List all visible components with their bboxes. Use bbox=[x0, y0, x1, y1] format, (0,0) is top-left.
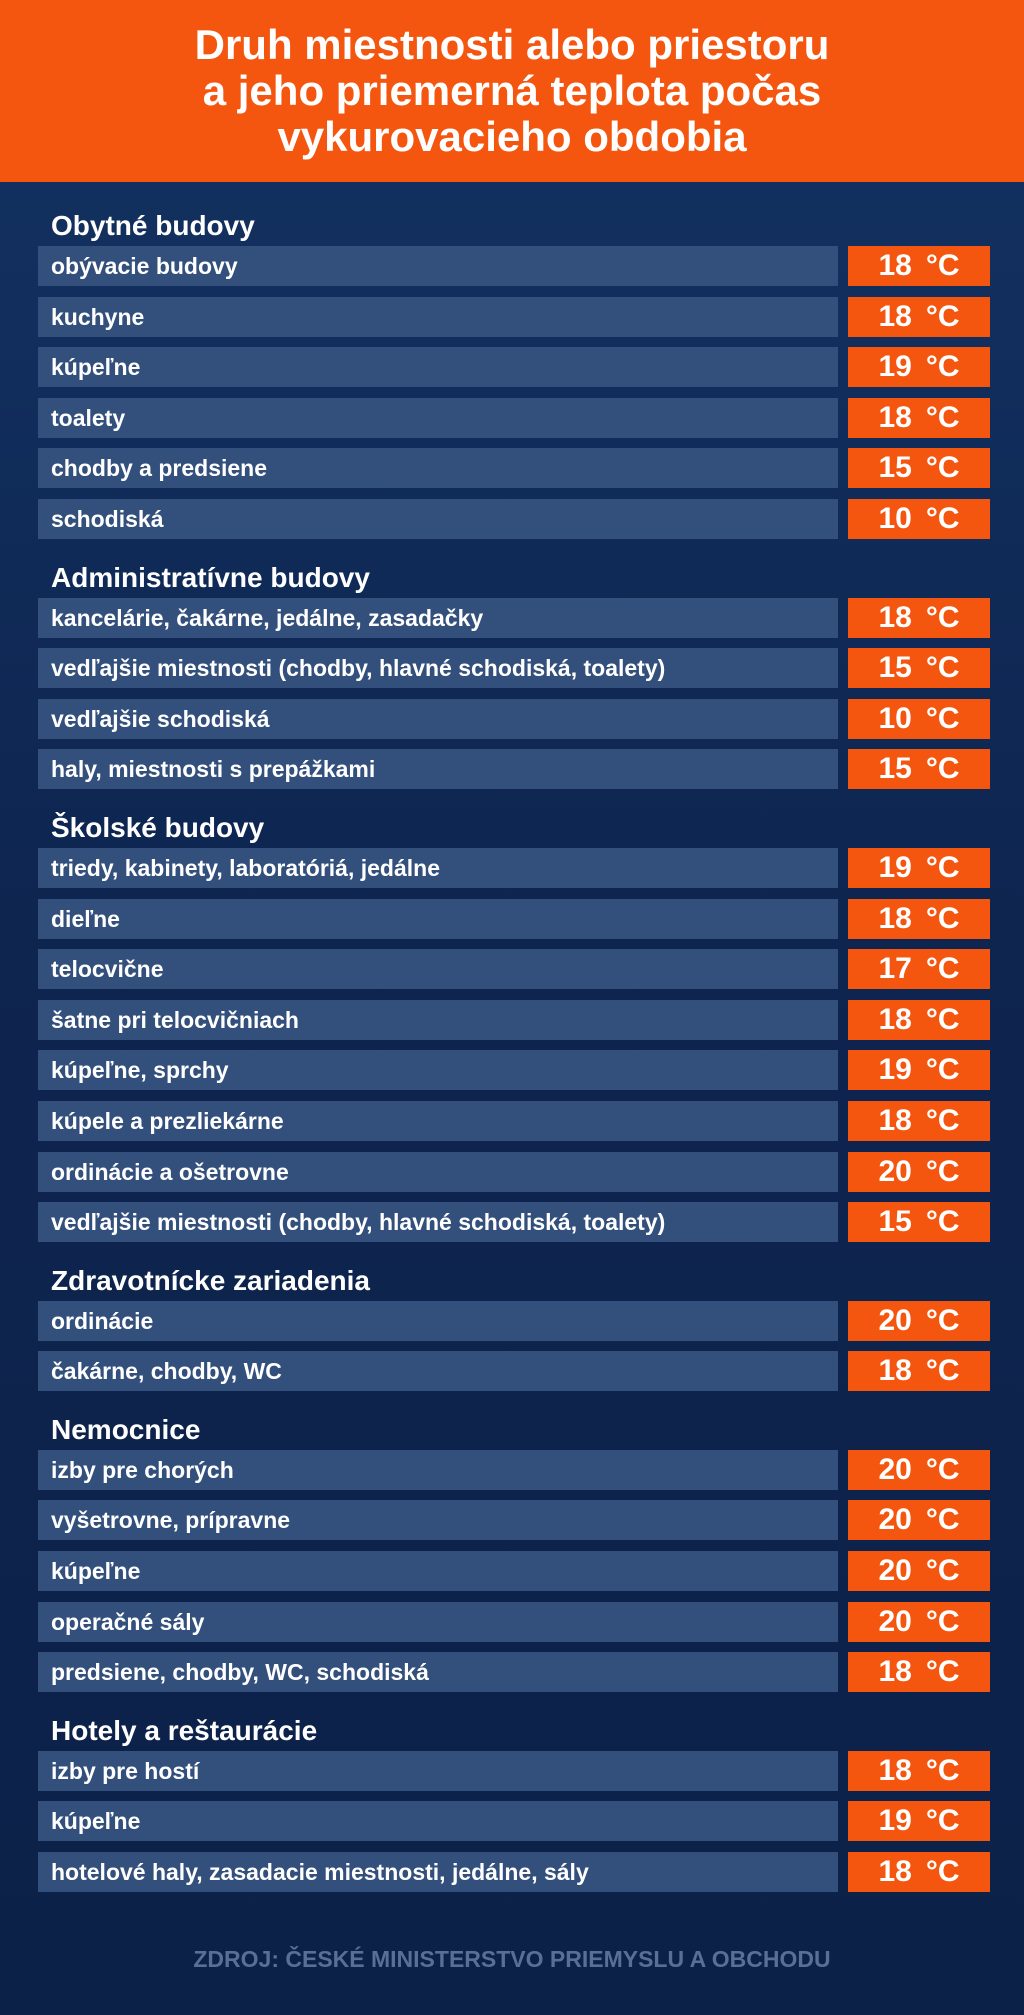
table-row bbox=[38, 1202, 990, 1242]
temperature-number: 15 bbox=[878, 1205, 912, 1239]
row-label: čakárne, chodby, WC bbox=[38, 1351, 838, 1391]
row-label: vedľajšie schodiská bbox=[38, 699, 838, 739]
section-title: Nemocnice bbox=[51, 1413, 201, 1445]
temperature-table bbox=[38, 198, 990, 1903]
table-row bbox=[38, 848, 990, 888]
temperature-number: 18 bbox=[878, 600, 912, 634]
row-label: ordinácie bbox=[38, 1301, 838, 1341]
temperature-number: 18 bbox=[878, 400, 912, 434]
table-row bbox=[38, 1301, 990, 1341]
temperature-number: 15 bbox=[878, 451, 912, 485]
temperature-number: 15 bbox=[878, 651, 912, 685]
temperature-number: 18 bbox=[878, 1855, 912, 1889]
row-label: kancelárie, čakárne, jedálne, zasadačky bbox=[38, 598, 838, 638]
temperature-unit: °C bbox=[925, 1154, 960, 1188]
temperature-unit: °C bbox=[925, 600, 960, 634]
temperature-value bbox=[848, 398, 990, 438]
row-label: vedľajšie miestnosti (chodby, hlavné schodiská, toalety) bbox=[38, 1202, 838, 1242]
table-row bbox=[38, 1801, 990, 1841]
title-line-2: a jeho priemerná teplota počas bbox=[202, 67, 822, 114]
table-row bbox=[38, 1450, 990, 1490]
temperature-unit: °C bbox=[925, 350, 960, 384]
table-row bbox=[38, 499, 990, 539]
section bbox=[38, 550, 990, 790]
row-label: vyšetrovne, prípravne bbox=[38, 1500, 838, 1540]
temperature-value bbox=[848, 246, 990, 286]
row-label: kúpeľne, sprchy bbox=[38, 1050, 838, 1090]
table-row bbox=[38, 1602, 990, 1642]
temperature-value bbox=[848, 848, 990, 888]
temperature-unit: °C bbox=[925, 451, 960, 485]
row-label: predsiene, chodby, WC, schodiská bbox=[38, 1652, 838, 1692]
temperature-value bbox=[848, 297, 990, 337]
section-title: Hotely a reštaurácie bbox=[51, 1714, 318, 1746]
temperature-number: 20 bbox=[878, 1554, 912, 1588]
table-row bbox=[38, 1852, 990, 1892]
temperature-value bbox=[848, 598, 990, 638]
temperature-unit: °C bbox=[925, 1554, 960, 1588]
temperature-number: 19 bbox=[878, 1053, 912, 1087]
section-title: Zdravotnícke zariadenia bbox=[51, 1264, 371, 1296]
table-row bbox=[38, 648, 990, 688]
temperature-number: 20 bbox=[878, 1503, 912, 1537]
temperature-number: 18 bbox=[878, 1103, 912, 1137]
row-label: kúpeľne bbox=[38, 1801, 838, 1841]
temperature-number: 18 bbox=[878, 1655, 912, 1689]
table-row bbox=[38, 1500, 990, 1540]
temperature-number: 18 bbox=[878, 299, 912, 333]
section bbox=[38, 800, 990, 1242]
section-title: Školské budovy bbox=[51, 811, 265, 843]
table-row bbox=[38, 1152, 990, 1192]
table-row bbox=[38, 598, 990, 638]
title-line-3: vykurovacieho obdobia bbox=[277, 113, 747, 160]
row-label: kúpeľne bbox=[38, 347, 838, 387]
table-row bbox=[38, 1000, 990, 1040]
row-label: izby pre chorých bbox=[38, 1450, 838, 1490]
table-row bbox=[38, 1652, 990, 1692]
temperature-value bbox=[848, 1152, 990, 1192]
row-label: hotelové haly, zasadacie miestnosti, jedálne, sály bbox=[38, 1852, 838, 1892]
temperature-unit: °C bbox=[925, 1002, 960, 1036]
row-label: izby pre hostí bbox=[38, 1751, 838, 1791]
table-row bbox=[38, 347, 990, 387]
temperature-unit: °C bbox=[925, 752, 960, 786]
section-title: Administratívne budovy bbox=[51, 561, 370, 593]
temperature-number: 20 bbox=[878, 1303, 912, 1337]
temperature-value bbox=[848, 1652, 990, 1692]
temperature-unit: °C bbox=[925, 1205, 960, 1239]
temperature-unit: °C bbox=[925, 1452, 960, 1486]
table-row bbox=[38, 699, 990, 739]
section bbox=[38, 1253, 990, 1392]
temperature-value bbox=[848, 648, 990, 688]
temperature-unit: °C bbox=[925, 1053, 960, 1087]
temperature-value bbox=[848, 1050, 990, 1090]
temperature-unit: °C bbox=[925, 1354, 960, 1388]
temperature-number: 18 bbox=[878, 901, 912, 935]
temperature-number: 17 bbox=[878, 952, 912, 986]
temperature-value bbox=[848, 899, 990, 939]
temperature-value bbox=[848, 347, 990, 387]
temperature-value bbox=[848, 699, 990, 739]
table-row bbox=[38, 949, 990, 989]
temperature-value bbox=[848, 1000, 990, 1040]
temperature-number: 20 bbox=[878, 1452, 912, 1486]
temperature-number: 20 bbox=[878, 1604, 912, 1638]
temperature-value bbox=[848, 1351, 990, 1391]
temperature-number: 15 bbox=[878, 752, 912, 786]
temperature-value bbox=[848, 1450, 990, 1490]
row-label: schodiská bbox=[38, 499, 838, 539]
temperature-value bbox=[848, 1500, 990, 1540]
row-label: šatne pri telocvičniach bbox=[38, 1000, 838, 1040]
temperature-value bbox=[848, 1801, 990, 1841]
temperature-unit: °C bbox=[925, 1303, 960, 1337]
table-row bbox=[38, 448, 990, 488]
section bbox=[38, 1402, 990, 1692]
temperature-value bbox=[848, 1301, 990, 1341]
header bbox=[0, 0, 1024, 182]
temperature-unit: °C bbox=[925, 1804, 960, 1838]
temperature-unit: °C bbox=[925, 400, 960, 434]
table-row bbox=[38, 297, 990, 337]
temperature-value bbox=[848, 448, 990, 488]
table-row bbox=[38, 1050, 990, 1090]
row-label: kuchyne bbox=[38, 297, 838, 337]
temperature-number: 10 bbox=[878, 701, 912, 735]
source-note: ZDROJ: ČESKÉ MINISTERSTVO PRIEMYSLU A OBCHODU bbox=[193, 1946, 831, 1972]
section-title: Obytné budovy bbox=[51, 210, 255, 241]
temperature-unit: °C bbox=[925, 501, 960, 535]
row-label: telocvične bbox=[38, 949, 838, 989]
row-label: dieľne bbox=[38, 899, 838, 939]
temperature-value bbox=[848, 1551, 990, 1591]
title-line-1: Druh miestnosti alebo priestoru bbox=[194, 21, 830, 68]
temperature-unit: °C bbox=[925, 850, 960, 884]
temperature-number: 19 bbox=[878, 850, 912, 884]
temperature-value bbox=[848, 1101, 990, 1141]
temperature-value bbox=[848, 1852, 990, 1892]
table-row bbox=[38, 1101, 990, 1141]
temperature-value bbox=[848, 1202, 990, 1242]
temperature-unit: °C bbox=[925, 1103, 960, 1137]
temperature-number: 19 bbox=[878, 350, 912, 384]
temperature-unit: °C bbox=[925, 901, 960, 935]
temperature-number: 20 bbox=[878, 1154, 912, 1188]
table-row bbox=[38, 398, 990, 438]
temperature-unit: °C bbox=[925, 1655, 960, 1689]
temperature-number: 19 bbox=[878, 1804, 912, 1838]
temperature-value bbox=[848, 1602, 990, 1642]
temperature-value bbox=[848, 949, 990, 989]
temperature-number: 18 bbox=[878, 1354, 912, 1388]
temperature-number: 18 bbox=[878, 1753, 912, 1787]
section bbox=[38, 198, 990, 539]
row-label: ordinácie a ošetrovne bbox=[38, 1152, 838, 1192]
temperature-value bbox=[848, 749, 990, 789]
temperature-unit: °C bbox=[925, 299, 960, 333]
row-label: triedy, kabinety, laboratóriá, jedálne bbox=[38, 848, 838, 888]
temperature-unit: °C bbox=[925, 651, 960, 685]
row-label: kúpeľne bbox=[38, 1551, 838, 1591]
temperature-unit: °C bbox=[925, 1753, 960, 1787]
row-label: chodby a predsiene bbox=[38, 448, 838, 488]
temperature-unit: °C bbox=[925, 701, 960, 735]
row-label: operačné sály bbox=[38, 1602, 838, 1642]
row-label: vedľajšie miestnosti (chodby, hlavné schodiská, toalety) bbox=[38, 648, 838, 688]
row-label: haly, miestnosti s prepážkami bbox=[38, 749, 838, 789]
row-label: toalety bbox=[38, 398, 838, 438]
table-row bbox=[38, 899, 990, 939]
temperature-value bbox=[848, 1751, 990, 1791]
table-row bbox=[38, 246, 990, 286]
temperature-unit: °C bbox=[925, 249, 960, 282]
temperature-unit: °C bbox=[925, 1604, 960, 1638]
table-row bbox=[38, 749, 990, 789]
table-row bbox=[38, 1551, 990, 1591]
section bbox=[38, 1703, 990, 1892]
temperature-unit: °C bbox=[925, 952, 960, 986]
temperature-unit: °C bbox=[925, 1503, 960, 1537]
table-row bbox=[38, 1751, 990, 1791]
row-label: obývacie budovy bbox=[38, 246, 838, 286]
temperature-number: 18 bbox=[878, 249, 912, 282]
table-row bbox=[38, 1351, 990, 1391]
temperature-number: 18 bbox=[878, 1002, 912, 1036]
temperature-number: 10 bbox=[878, 501, 912, 535]
row-label: kúpele a prezliekárne bbox=[38, 1101, 838, 1141]
temperature-unit: °C bbox=[925, 1855, 960, 1889]
temperature-value bbox=[848, 499, 990, 539]
